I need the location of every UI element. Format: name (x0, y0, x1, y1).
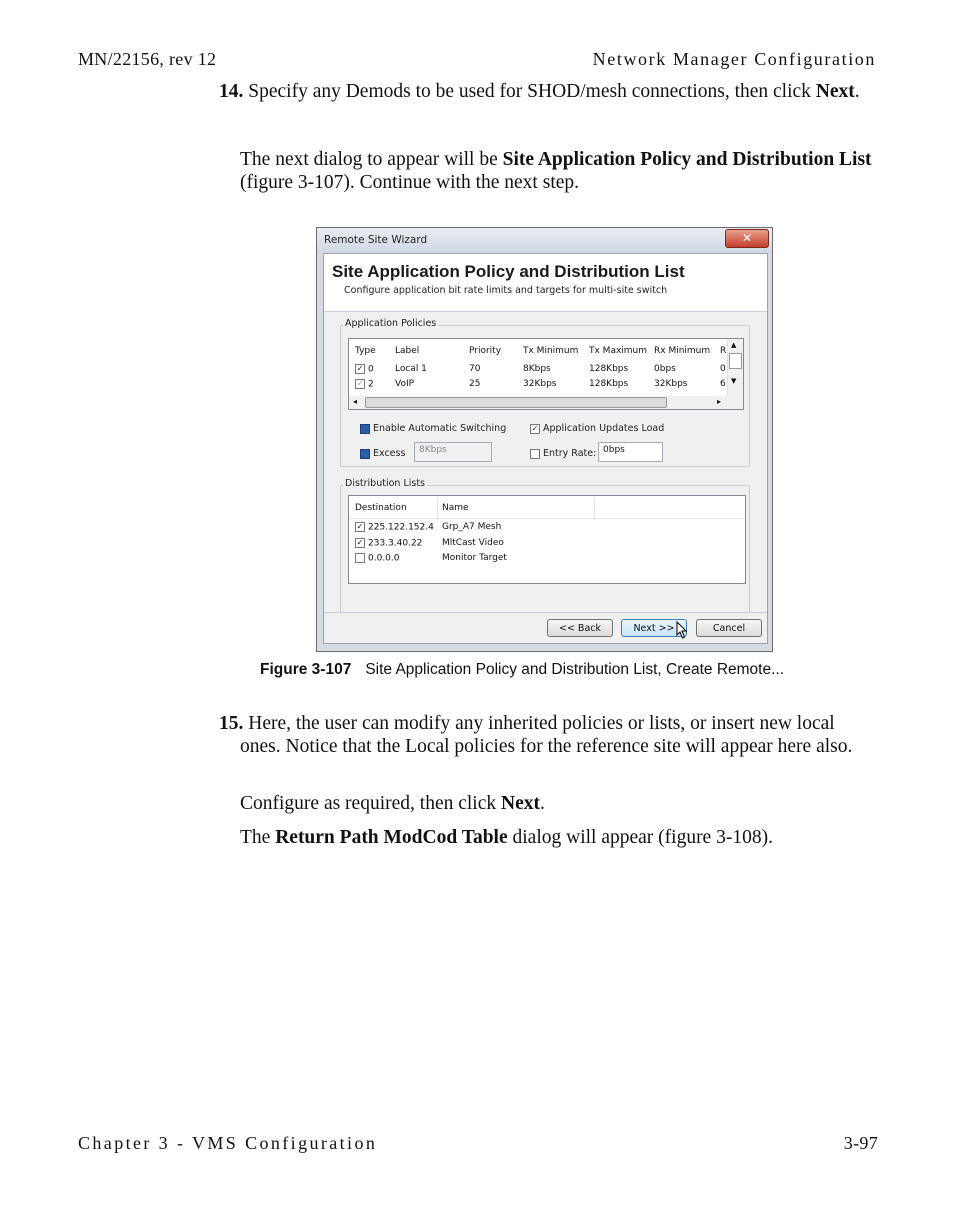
checkbox-icon[interactable] (360, 424, 370, 434)
back-button[interactable]: << Back (547, 619, 613, 637)
step-15-text: Here, the user can modify any inherited policies or lists, or insert new local ones. Notice that the Local policies for the reference site will appear here also. (240, 713, 853, 757)
entry-rate-checkbox[interactable] (530, 448, 596, 459)
cell-tx-min: 8Kbps (523, 364, 551, 374)
step-14-text: Specify any Demods to be used for SHOD/mesh connections, then click (243, 81, 816, 102)
step-14-next: Next (815, 81, 855, 102)
entry-rate-input[interactable]: 0bps (598, 442, 663, 462)
horizontal-scrollbar[interactable] (349, 396, 743, 409)
cell-name: Grp_A7 Mesh (442, 522, 502, 532)
policies-table[interactable] (348, 338, 744, 410)
checkbox-icon[interactable] (355, 553, 365, 563)
return-dialog-name: Return Path ModCod Table (275, 827, 508, 848)
row-checkbox[interactable] (355, 379, 374, 390)
cell-tx-min: 32Kbps (523, 379, 557, 389)
configure-text: Configure as required, then click (240, 793, 501, 814)
cell-label: Local 1 (395, 364, 427, 374)
step-15 (219, 713, 879, 758)
application-policies-label: Application Policies (345, 318, 437, 329)
row-checkbox[interactable] (355, 364, 374, 375)
close-icon[interactable]: ✕ (725, 229, 769, 248)
step-15-number: 15. (219, 713, 244, 734)
step-14-followup-text: The next dialog to appear will be (240, 149, 503, 170)
next-button[interactable]: Next >> (621, 619, 687, 637)
check-icon[interactable]: ✓ (356, 379, 364, 388)
enable-auto-switching-label: Enable Automatic Switching (373, 423, 507, 434)
step-15-return-path (240, 827, 880, 850)
cell-rx-min: 0bps (654, 364, 676, 374)
scroll-right-icon[interactable]: ▸ (716, 397, 721, 406)
enable-auto-switching-checkbox[interactable] (360, 423, 506, 434)
dialog-titlebar (317, 228, 772, 253)
excess-label: Excess (373, 448, 406, 459)
step-14-period: . (854, 81, 860, 102)
step-14 (219, 81, 879, 104)
scroll-down-icon[interactable]: ▼ (731, 377, 737, 385)
check-icon[interactable]: ✓ (531, 423, 539, 433)
mouse-cursor-icon (676, 621, 688, 639)
col-tx-maximum[interactable]: Tx Maximum (589, 346, 648, 356)
cell-type: 0 (368, 364, 374, 375)
footer-chapter: Chapter 3 - VMS Configuration (78, 1133, 378, 1153)
footer-page-number: 3-97 (843, 1133, 878, 1153)
scroll-up-icon[interactable]: ▲ (731, 341, 737, 349)
cancel-button[interactable]: Cancel (696, 619, 762, 637)
checkbox-icon[interactable] (360, 449, 370, 459)
window-title: Remote Site Wizard (324, 234, 428, 246)
cell-tx-max: 128Kbps (589, 379, 629, 389)
excess-checkbox[interactable] (360, 448, 405, 459)
scroll-left-icon[interactable]: ◂ (353, 397, 358, 406)
cell-name: MltCast Video (442, 538, 504, 548)
cell-rx-min: 32Kbps (654, 379, 688, 389)
cell-tx-max: 128Kbps (589, 364, 629, 374)
cell-priority: 70 (469, 364, 481, 374)
header-doc-number: MN/22156, rev 12 (78, 49, 217, 69)
remote-site-wizard-dialog (316, 227, 773, 652)
configure-end: . (539, 793, 545, 814)
hscroll-thumb[interactable] (365, 397, 667, 408)
dialog-heading: Site Application Policy and Distribution List (332, 262, 685, 281)
col-label[interactable]: Label (395, 346, 420, 356)
column-divider (594, 498, 595, 518)
col-priority[interactable]: Priority (469, 346, 502, 356)
checkbox-icon[interactable] (530, 449, 540, 459)
figure-caption (260, 661, 784, 679)
cell-name: Monitor Target (442, 553, 507, 563)
app-updates-load-label: Application Updates Load (543, 423, 665, 434)
cell-label: VoIP (395, 379, 415, 389)
check-icon[interactable]: ✓ (356, 522, 364, 531)
col-rx-minimum[interactable]: Rx Minimum (654, 346, 711, 356)
cell-priority: 25 (469, 379, 481, 389)
return-text: The (240, 827, 276, 848)
entry-rate-label: Entry Rate: (543, 448, 597, 459)
header-section-title: Network Manager Configuration (592, 49, 876, 69)
row-checkbox[interactable] (355, 553, 400, 564)
wizard-body (324, 312, 767, 613)
cell-destination: 225.122.152.4 (368, 522, 434, 533)
col-destination[interactable]: Destination (355, 503, 407, 513)
wizard-page (323, 253, 768, 644)
scroll-thumb[interactable] (729, 353, 742, 369)
configure-next: Next (501, 793, 540, 814)
step-14-dialog-name: Site Application Policy and Distribution List (502, 149, 872, 170)
step-14-followup-end: (figure 3-107). Continue with the next step. (240, 171, 580, 193)
col-type[interactable]: Type (355, 346, 376, 356)
row-checkbox[interactable] (355, 538, 422, 549)
row-checkbox[interactable] (355, 522, 434, 533)
vertical-scrollbar[interactable] (727, 339, 743, 396)
col-name[interactable]: Name (442, 503, 469, 513)
figure-title: Site Application Policy and Distribution List, Create Remote... (365, 661, 785, 678)
cell-destination: 0.0.0.0 (368, 553, 400, 564)
col-tx-minimum[interactable]: Tx Minimum (523, 346, 579, 356)
excess-input[interactable]: 8Kbps (414, 442, 492, 462)
dialog-subheading: Configure application bit rate limits and targets for multi-site switch (344, 285, 668, 296)
distribution-lists-label: Distribution Lists (345, 478, 425, 489)
column-divider (437, 498, 438, 518)
wizard-footer (324, 612, 767, 643)
figure-number: Figure 3-107 (260, 661, 352, 678)
check-icon[interactable]: ✓ (356, 538, 364, 547)
cell-destination: 233.3.40.22 (368, 538, 423, 549)
header-separator (349, 518, 745, 519)
cell-r: 6 (720, 379, 726, 389)
step-15-configure (240, 793, 880, 816)
cell-r: 0 (720, 364, 726, 374)
step-14-number: 14. (219, 81, 244, 102)
cell-type: 2 (368, 379, 374, 390)
check-icon[interactable]: ✓ (356, 364, 364, 373)
return-end: dialog will appear (figure 3-108). (507, 827, 773, 848)
app-updates-load-checkbox[interactable] (530, 423, 664, 434)
step-14-followup (240, 149, 880, 194)
distribution-table[interactable] (348, 495, 746, 584)
col-r[interactable]: R (720, 346, 727, 356)
